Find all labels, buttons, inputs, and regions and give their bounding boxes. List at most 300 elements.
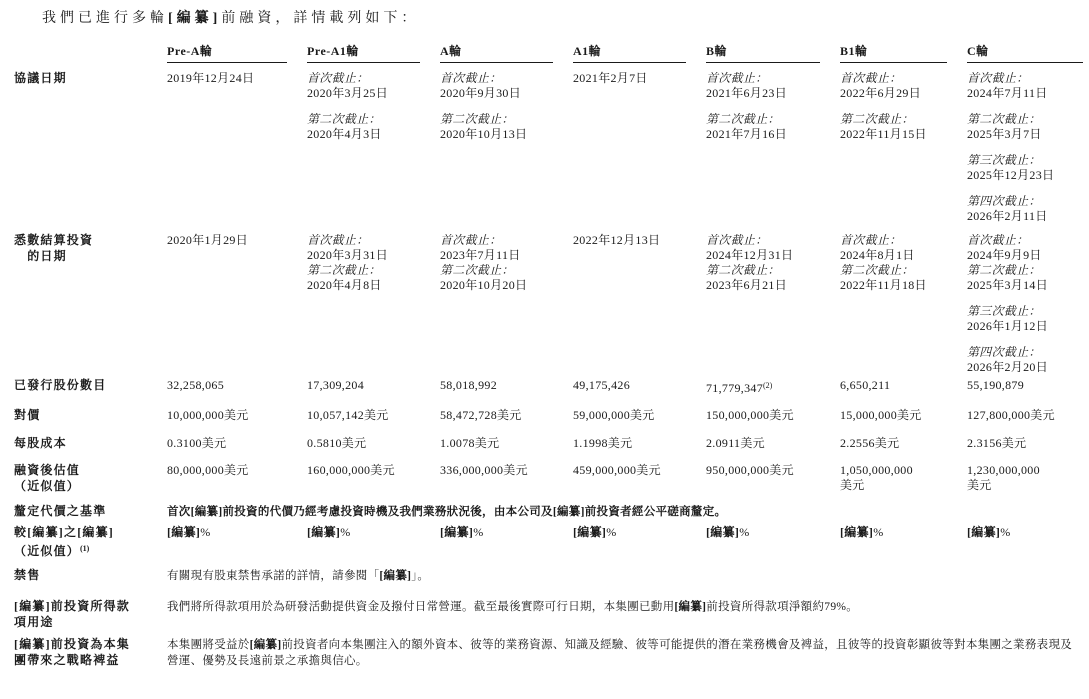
header-underline — [167, 62, 287, 63]
text-line — [840, 263, 947, 278]
text-segment: 2020年1月29日 — [167, 233, 249, 247]
text-line — [967, 263, 1083, 278]
text-segment: 2022年11月18日 — [840, 278, 927, 292]
cell-post-money-valuation-1 — [307, 463, 440, 478]
cell-consideration-4 — [706, 408, 840, 423]
cell-consideration-0 — [167, 408, 307, 423]
text-segment: 第二次截止： — [840, 112, 914, 126]
spacer — [440, 101, 553, 112]
cell-consideration-6 — [967, 408, 1089, 423]
column-header-label: B1輪 — [840, 44, 868, 58]
cell-shares-issued-4 — [706, 378, 840, 396]
text-segment: 336,000,000美元 — [440, 463, 528, 477]
cell-shares-issued-2 — [440, 378, 573, 393]
cell-shares-issued-5 — [840, 378, 967, 393]
text-line — [14, 463, 163, 479]
text-line — [840, 408, 947, 423]
text-segment: 本集團將受益於 — [167, 639, 250, 651]
text-segment: 第二次截止： — [706, 112, 780, 126]
cell-cost-per-share-5 — [840, 436, 967, 451]
text-segment: 58,472,728美元 — [440, 408, 522, 422]
row-label-basis-of-consideration — [14, 504, 167, 520]
text-line — [573, 408, 686, 423]
text-line — [307, 112, 420, 127]
cell-shares-issued-0 — [167, 378, 307, 393]
cell-cost-per-share-2 — [440, 436, 573, 451]
text-line — [840, 525, 947, 540]
financing-table — [0, 44, 1089, 669]
header-underline — [967, 62, 1083, 63]
column-header-label: A1輪 — [573, 44, 602, 58]
cell-consideration-1 — [307, 408, 440, 423]
text-line — [706, 278, 820, 293]
cell-post-money-valuation-4 — [706, 463, 840, 478]
text-line — [967, 408, 1083, 423]
text-line — [573, 463, 686, 478]
text-segment: 49,175,426 — [573, 378, 630, 392]
text-line — [840, 71, 947, 86]
cell-post-money-valuation-3 — [573, 463, 706, 478]
text-segment: 17,309,204 — [307, 378, 364, 392]
cell-agreement-date-4 — [706, 71, 840, 142]
text-segment: [編纂]前投資為本集 — [14, 637, 130, 651]
text-line — [706, 436, 820, 451]
row-post-money-valuation — [14, 463, 1089, 494]
text-segment: 2026年2月11日 — [967, 209, 1048, 223]
cell-shares-issued-6 — [967, 378, 1089, 393]
text-segment: （近似值） — [14, 543, 81, 558]
text-line — [840, 112, 947, 127]
redacted-text: [編纂] — [440, 525, 474, 539]
row-settlement-date — [14, 233, 1089, 375]
text-line — [967, 304, 1083, 319]
text-segment: 第四次截止： — [967, 345, 1041, 359]
text-line — [967, 209, 1083, 224]
cell-shares-issued-1 — [307, 378, 440, 393]
cell-cost-per-share-3 — [573, 436, 706, 451]
column-header-6 — [967, 44, 1089, 63]
text-line — [307, 71, 420, 86]
header-underline — [840, 62, 947, 63]
text-segment: 對價 — [14, 408, 41, 422]
cell-agreement-date-0 — [167, 71, 307, 86]
text-line — [167, 525, 287, 540]
text-segment: 第三次截止： — [967, 153, 1041, 167]
text-segment: 1.0078美元 — [440, 435, 500, 450]
spacer — [967, 334, 1083, 345]
text-line — [14, 71, 163, 87]
row-shares-issued — [14, 378, 1089, 396]
text-segment: % — [473, 525, 484, 539]
text-line — [840, 378, 947, 393]
cell-settlement-date-6 — [967, 233, 1089, 375]
header-underline — [706, 62, 820, 63]
cell-settlement-date-0 — [167, 233, 307, 248]
text-line — [14, 436, 163, 452]
text-line — [840, 233, 947, 248]
text-segment: [編纂]前投資所得款 — [14, 599, 130, 613]
cell-cost-per-share-1 — [307, 436, 440, 451]
text-segment: 有關現有股東禁售承諾的詳情，請參閱「 — [167, 570, 380, 582]
redacted-text: [編纂] — [379, 570, 412, 582]
span-cell-basis-of-consideration — [167, 504, 1089, 520]
text-segment: 2.0911美元 — [706, 435, 765, 450]
text-segment: 2022年11月15日 — [840, 127, 927, 141]
text-segment: 第二次截止： — [967, 263, 1041, 277]
text-segment: 2026年2月20日 — [967, 360, 1049, 374]
cell-agreement-date-2 — [440, 71, 573, 142]
column-header-label: B輪 — [706, 44, 728, 58]
text-line — [967, 378, 1083, 393]
text-segment: 第二次截止： — [967, 112, 1041, 126]
row-strategic-benefits — [14, 637, 1089, 669]
text-segment: 2022年12月13日 — [573, 233, 661, 247]
text-paragraph — [167, 637, 1083, 669]
text-line — [967, 345, 1083, 360]
text-line — [573, 378, 686, 393]
cell-consideration-2 — [440, 408, 573, 423]
redacted-text: [編纂] — [706, 525, 740, 539]
text-line — [307, 436, 420, 451]
cell-agreement-date-1 — [307, 71, 440, 142]
row-label-lock-up — [14, 568, 167, 584]
text-segment: 459,000,000美元 — [573, 463, 661, 477]
text-segment: 2019年12月24日 — [167, 71, 255, 85]
text-segment: 2025年12月23日 — [967, 168, 1055, 182]
spacer — [967, 293, 1083, 304]
row-agreement-date — [14, 71, 1089, 224]
cell-agreement-date-3 — [573, 71, 706, 86]
text-segment: 第二次截止： — [440, 263, 514, 277]
row-label-use-of-proceeds — [14, 599, 167, 630]
text-line — [440, 71, 553, 86]
text-segment: % — [873, 525, 884, 539]
text-line — [42, 9, 1089, 28]
text-segment: 71,779,347 — [706, 381, 763, 395]
text-line — [706, 378, 820, 396]
text-segment: 2024年9月9日 — [967, 248, 1042, 262]
text-segment: 釐定代價之基準 — [14, 504, 107, 518]
text-segment: 2025年3月7日 — [967, 127, 1042, 141]
text-line — [440, 263, 553, 278]
header-underline — [573, 62, 686, 63]
row-label-agreement-date — [14, 71, 167, 87]
text-line — [440, 127, 553, 142]
text-line — [706, 127, 820, 142]
text-segment: 首次截止： — [967, 233, 1029, 247]
text-line — [967, 86, 1083, 101]
text-segment: 美元 — [840, 478, 865, 492]
header-underline — [440, 62, 553, 63]
redacted-text: [編纂] — [307, 525, 341, 539]
text-segment: 2024年8月1日 — [840, 248, 915, 262]
text-segment: 1.1998美元 — [573, 435, 633, 450]
text-line — [14, 541, 163, 560]
cell-consideration-5 — [840, 408, 967, 423]
text-segment: % — [606, 525, 617, 539]
text-segment: 2022年6月29日 — [840, 86, 922, 100]
text-line — [14, 408, 163, 424]
cell-cost-per-share-0 — [167, 436, 307, 451]
text-line — [440, 112, 553, 127]
text-segment: 10,057,142美元 — [307, 408, 389, 422]
redacted-text: [編纂] — [840, 525, 874, 539]
text-segment: 首次截止： — [307, 233, 369, 247]
text-line — [706, 463, 820, 478]
cell-post-money-valuation-5 — [840, 463, 967, 493]
column-header-4 — [706, 44, 840, 63]
text-segment: 第三次截止： — [967, 304, 1041, 318]
text-line — [967, 436, 1083, 451]
spacer — [307, 101, 420, 112]
redacted-text: [編纂] — [674, 601, 707, 613]
text-line — [14, 378, 163, 394]
text-segment: 禁售 — [14, 568, 41, 582]
text-segment: 首次截止： — [706, 233, 768, 247]
column-header-5 — [840, 44, 967, 63]
text-segment: 0.5810美元 — [307, 435, 367, 450]
column-header-1 — [307, 44, 440, 63]
table-header-row — [14, 44, 1089, 63]
text-segment: 首次截止： — [440, 71, 502, 85]
text-line — [706, 112, 820, 127]
text-segment: 前投資者向本集團注入的額外資本、彼等的業務資源、知識及經驗、彼等可能提供的潛在業務機會及裨益，且彼等的投資彰顯彼等對本集團之業務表現及營運、優勢及長遠前景之承擔與信心。 — [167, 639, 1073, 667]
text-line — [440, 233, 553, 248]
cell-discount-to-redacted-4 — [706, 525, 840, 540]
text-segment: % — [340, 525, 351, 539]
text-segment: 55,190,879 — [967, 378, 1024, 392]
text-line — [840, 248, 947, 263]
text-line — [573, 71, 686, 86]
text-segment: 6,650,211 — [840, 378, 891, 392]
text-segment: 前融資，詳情載列如下： — [221, 11, 420, 26]
text-segment: 第二次截止： — [840, 263, 914, 277]
text-line — [307, 278, 420, 293]
text-line — [14, 504, 163, 520]
span-cell-use-of-proceeds — [167, 599, 1089, 615]
column-header-2 — [440, 44, 573, 63]
text-line — [440, 463, 553, 478]
text-segment: 2020年10月20日 — [440, 278, 528, 292]
text-segment: 已發行股份數目 — [14, 378, 107, 392]
text-line — [573, 436, 686, 451]
text-line — [967, 168, 1083, 183]
text-segment: 2023年7月11日 — [440, 248, 521, 262]
text-segment: 第二次截止： — [307, 263, 381, 277]
cell-discount-to-redacted-2 — [440, 525, 573, 540]
cell-settlement-date-3 — [573, 233, 706, 248]
text-segment: 2023年6月21日 — [706, 278, 788, 292]
text-segment: 2024年12月31日 — [706, 248, 794, 262]
text-segment: 2020年3月25日 — [307, 86, 389, 100]
text-segment: 150,000,000美元 — [706, 408, 794, 422]
text-segment: 32,258,065 — [167, 378, 224, 392]
cell-settlement-date-1 — [307, 233, 440, 293]
text-line — [967, 112, 1083, 127]
text-line — [967, 153, 1083, 168]
cell-settlement-date-5 — [840, 233, 967, 293]
row-label-cost-per-share — [14, 436, 167, 452]
redacted-text: [編纂] — [249, 639, 282, 651]
footnote-superscript: (1) — [80, 543, 90, 553]
cell-discount-to-redacted-0 — [167, 525, 307, 540]
text-segment: 首次截止： — [840, 233, 902, 247]
text-segment: 160,000,000美元 — [307, 463, 395, 477]
text-segment: 我們將所得款項用於為研發活動提供資金及撥付日常營運。截至最後實際可行日期，本集團已動用 — [167, 601, 675, 613]
footnote-superscript: (2) — [763, 381, 773, 390]
cell-cost-per-share-4 — [706, 436, 840, 451]
spacer — [840, 101, 947, 112]
column-header-0 — [167, 44, 307, 63]
text-line — [167, 408, 287, 423]
text-segment: 」。 — [411, 570, 430, 582]
text-paragraph — [167, 568, 1083, 584]
text-segment: 每股成本 — [14, 435, 67, 450]
text-segment: 1,230,000,000 — [967, 463, 1040, 477]
text-line — [440, 278, 553, 293]
row-basis-of-consideration — [14, 504, 1089, 520]
text-line — [440, 408, 553, 423]
cell-post-money-valuation-6 — [967, 463, 1089, 493]
row-label-strategic-benefits — [14, 637, 167, 668]
text-line — [307, 233, 420, 248]
text-line — [967, 127, 1083, 142]
text-line — [307, 248, 420, 263]
text-line — [440, 86, 553, 101]
text-line — [307, 263, 420, 278]
text-segment: 2021年7月16日 — [706, 127, 788, 141]
text-segment: 2021年6月23日 — [706, 86, 788, 100]
cell-shares-issued-3 — [573, 378, 706, 393]
text-segment: 首次截止： — [840, 71, 902, 85]
spacer — [967, 183, 1083, 194]
text-line — [167, 378, 287, 393]
text-segment: 首次截止： — [307, 71, 369, 85]
text-segment: 2020年4月8日 — [307, 278, 382, 292]
text-segment: % — [1000, 525, 1011, 539]
column-header-label: A輪 — [440, 44, 462, 58]
row-label-discount-to-redacted — [14, 525, 167, 559]
text-line — [167, 233, 287, 248]
redacted-text: [編纂] — [167, 525, 201, 539]
text-line — [14, 599, 163, 615]
text-segment: 15,000,000美元 — [840, 408, 922, 422]
span-cell-strategic-benefits — [167, 637, 1089, 669]
text-paragraph — [167, 599, 1083, 615]
text-segment: 首次截止： — [967, 71, 1029, 85]
text-line — [14, 568, 163, 584]
text-segment: 第二次截止： — [706, 263, 780, 277]
cell-discount-to-redacted-6 — [967, 525, 1089, 540]
row-label-post-money-valuation — [14, 463, 167, 494]
header-underline — [307, 62, 420, 63]
text-line — [440, 248, 553, 263]
cell-discount-to-redacted-5 — [840, 525, 967, 540]
text-segment: 2020年4月3日 — [307, 127, 382, 141]
text-segment: 第二次截止： — [307, 112, 381, 126]
row-label-settlement-date — [14, 233, 167, 264]
text-segment: 我們已進行多輪 — [42, 11, 168, 26]
text-line — [840, 463, 947, 478]
text-line — [840, 86, 947, 101]
redacted-text: 首次[編纂]前投資的代價乃經考慮投資時機及我們業務狀況後，由本公司及[編纂]前投資者經公平磋商釐定。 — [167, 506, 727, 518]
text-segment: 2.2556美元 — [840, 435, 900, 450]
text-line — [967, 278, 1083, 293]
text-line — [706, 233, 820, 248]
text-segment: 2020年10月13日 — [440, 127, 528, 141]
text-segment: 10,000,000美元 — [167, 408, 249, 422]
text-segment: 59,000,000美元 — [573, 408, 655, 422]
text-segment: 首次截止： — [440, 233, 502, 247]
cell-post-money-valuation-0 — [167, 463, 307, 478]
text-segment: 首次截止： — [706, 71, 768, 85]
row-discount-to-redacted — [14, 525, 1089, 559]
text-line — [706, 248, 820, 263]
text-line — [840, 127, 947, 142]
text-segment: 團帶來之戰略裨益 — [14, 652, 120, 667]
page-title — [42, 9, 1089, 28]
spacer — [706, 101, 820, 112]
text-line — [307, 408, 420, 423]
text-segment: 協議日期 — [14, 71, 67, 85]
text-segment: 第四次截止： — [967, 194, 1041, 208]
row-use-of-proceeds — [14, 599, 1089, 630]
text-segment: 融資後估值 — [14, 463, 81, 477]
text-line — [967, 71, 1083, 86]
text-line — [14, 637, 163, 653]
text-line — [840, 478, 947, 493]
text-line — [14, 615, 163, 631]
text-line — [573, 233, 686, 248]
column-header-label: C輪 — [967, 44, 989, 58]
text-segment: 2021年2月7日 — [573, 71, 648, 85]
text-segment: 第二次截止： — [440, 112, 514, 126]
row-cost-per-share — [14, 436, 1089, 452]
text-segment: 2024年7月11日 — [967, 86, 1048, 100]
text-line — [14, 249, 163, 265]
text-line — [706, 86, 820, 101]
cell-agreement-date-5 — [840, 71, 967, 142]
text-segment: 項用途 — [14, 614, 54, 629]
text-line — [840, 436, 947, 451]
row-consideration — [14, 408, 1089, 424]
spacer — [967, 142, 1083, 153]
text-line — [440, 525, 553, 540]
text-line — [307, 127, 420, 142]
spacer — [967, 101, 1083, 112]
column-header-label: Pre-A輪 — [167, 44, 213, 58]
text-line — [706, 525, 820, 540]
text-segment: 2026年1月12日 — [967, 319, 1049, 333]
text-segment: % — [739, 525, 750, 539]
text-line — [967, 478, 1083, 493]
cell-settlement-date-2 — [440, 233, 573, 293]
text-segment: 2025年3月14日 — [967, 278, 1049, 292]
column-header-label: Pre-A1輪 — [307, 44, 359, 58]
text-segment: 58,018,992 — [440, 378, 497, 392]
text-line — [967, 194, 1083, 209]
text-line — [167, 436, 287, 451]
text-segment: 2.3156美元 — [967, 435, 1027, 450]
cell-settlement-date-4 — [706, 233, 840, 293]
text-line — [573, 525, 686, 540]
row-label-consideration — [14, 408, 167, 424]
text-segment: 80,000,000美元 — [167, 463, 249, 477]
text-segment: 0.3100美元 — [167, 435, 227, 450]
text-line — [307, 525, 420, 540]
span-cell-lock-up — [167, 568, 1089, 584]
text-line — [14, 479, 163, 495]
